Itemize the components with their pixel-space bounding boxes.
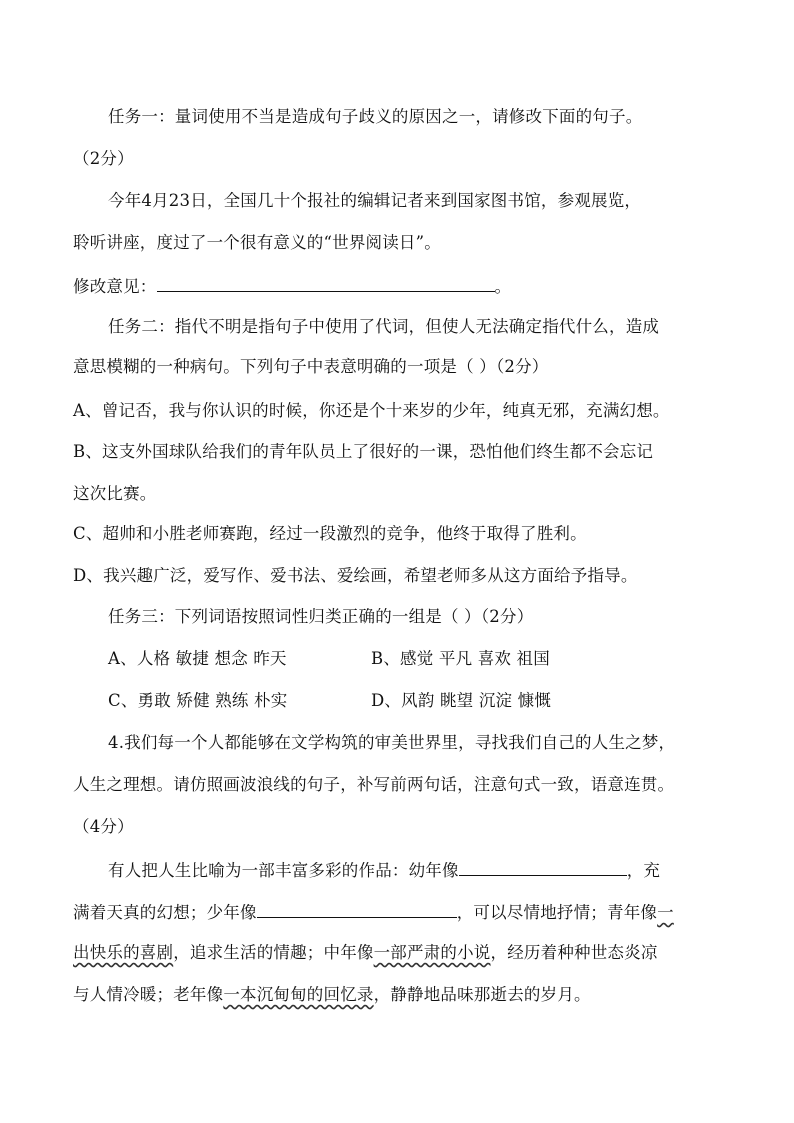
wavy-underlined-text: 一: [657, 903, 674, 922]
task3-option-a: A、人格 敏捷 想念 昨天: [108, 649, 287, 668]
task3-option-b: B、感觉 平凡 喜欢 祖国: [371, 649, 550, 668]
task2-option-b-line2: 这次比赛。: [73, 484, 157, 503]
wavy-underlined-text: 出快乐的喜剧: [73, 943, 174, 962]
task2-prompt-line1: 任务二：指代不明是指句子中使用了代词，但使人无法确定指代什么，造成: [108, 317, 660, 336]
q4-paragraph-line1: [108, 858, 768, 882]
q4-text: ，追求生活的情趣；中年像: [173, 943, 374, 962]
q4-paragraph-line2: [73, 900, 733, 924]
task2-option-a: A、曾记否，我与你认识的时候，你还是个十来岁的少年，纯真无邪，充满幻想。: [73, 401, 670, 420]
task3-prompt: 任务三：下列词语按照词性归类正确的一组是（ ）（2分）: [108, 607, 534, 626]
q4-text: 有人把人生比喻为一部丰富多彩的作品：幼年像: [108, 861, 459, 880]
q4-text: 与人情冷暖；老年像: [73, 985, 224, 1004]
wavy-underlined-text: 一部严肃的小说: [373, 943, 491, 962]
task2-prompt-line2: 意思模糊的一种病句。下列句子中表意明确的一项是（ ）（2分）: [73, 357, 549, 376]
fill-blank-childhood[interactable]: [459, 858, 627, 876]
q4-text: 满着天真的幻想；少年像: [73, 903, 257, 922]
q4-text: ，静静地品味那逝去的岁月。: [373, 985, 591, 1004]
answer-end-mark: 。: [494, 277, 512, 296]
q4-text: ，经历着种种世态炎凉: [490, 943, 658, 962]
task1-sentence-line1: 今年4月23日，全国几十个报社的编辑记者来到国家图书馆，参观展览，: [108, 191, 642, 210]
fill-blank-youth[interactable]: [257, 900, 457, 918]
task3-option-d: D、风韵 眺望 沉淀 慷慨: [371, 691, 552, 710]
q4-text: ，充: [626, 861, 661, 880]
q4-line2: 人生之理想。请仿照画波浪线的句子，补写前两句话，注意句式一致，语意连贯。: [73, 775, 675, 794]
task2-option-d: D、我兴趣广泛，爱写作、爱书法、爱绘画，希望老师多从这方面给予指导。: [73, 566, 638, 585]
answer-blank[interactable]: [157, 274, 495, 292]
q4-text: ，可以尽情地抒情；青年像: [456, 903, 658, 922]
task2-option-b-line1: B、这支外国球队给我们的青年队员上了很好的一课，恐怕他们终生都不会忘记: [73, 442, 654, 461]
task1-prompt: 任务一：量词使用不当是造成句子歧义的原因之一，请修改下面的句子。: [108, 107, 643, 126]
task3-option-c: C、勇敢 矫健 熟练 朴实: [108, 691, 288, 710]
task2-option-c: C、超帅和小胜老师赛跑，经过一段激烈的竞争，他终于取得了胜利。: [73, 524, 587, 543]
q4-paragraph-line3: [73, 942, 733, 964]
q4-paragraph-line4: [73, 984, 733, 1006]
task1-score: （2分）: [73, 149, 134, 168]
task1-answer-row: [73, 274, 733, 298]
wavy-underlined-text: 一本沉甸甸的回忆录: [223, 985, 374, 1004]
task1-sentence-line2: 聆听讲座，度过了一个很有意义的“世界阅读日”。: [73, 233, 441, 252]
q4-score: （4分）: [73, 817, 134, 836]
answer-label: 修改意见：: [73, 277, 157, 296]
q4-line1: 4.我们每一个人都能够在文学构筑的审美世界里，寻找我们自己的人生之梦，: [108, 733, 676, 752]
